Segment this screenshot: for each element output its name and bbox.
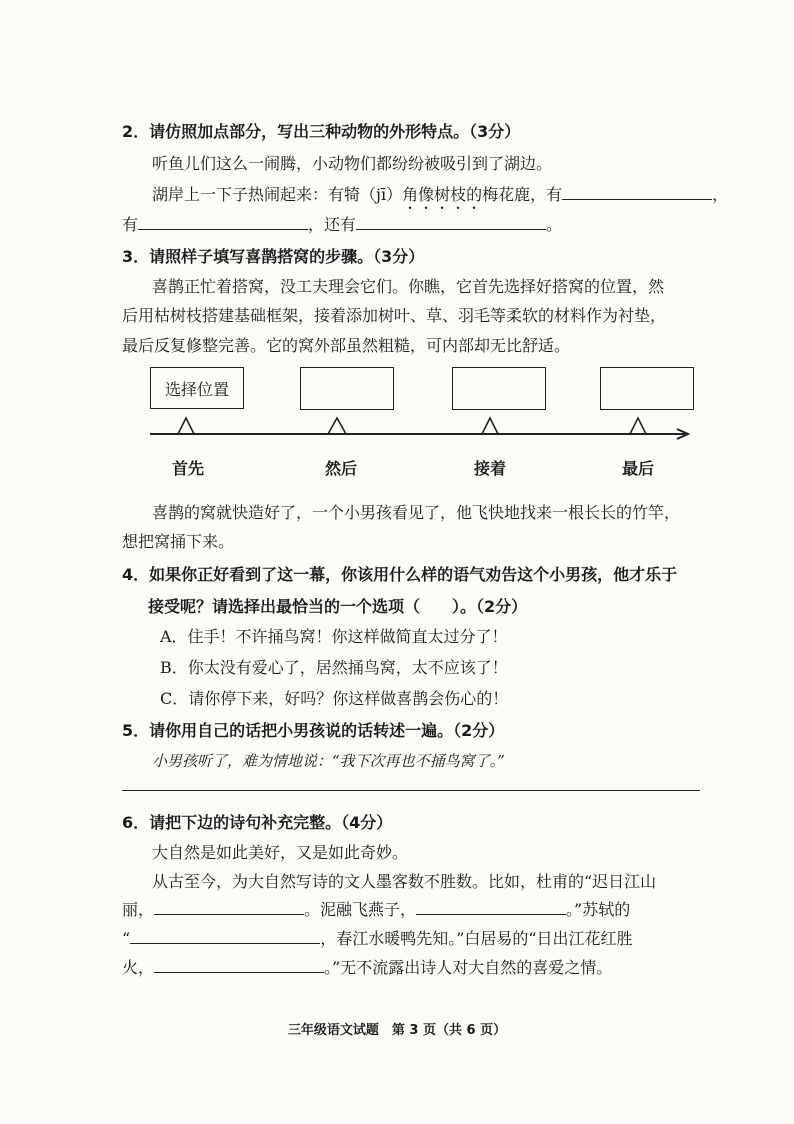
q2-line2 bbox=[152, 182, 728, 213]
q5-source-text: 小男孩听了，难为情地说：“我下次再也不捅鸟窝了。” bbox=[152, 752, 505, 770]
q6-blank-2[interactable] bbox=[416, 900, 566, 915]
q2-line2-pre: 湖岸上一下子热闹起来：有犄（jī） bbox=[152, 185, 403, 204]
page-footer: 三年级语文试题 第 3 页（共 6 页） bbox=[287, 1023, 507, 1038]
q6-line3-c: 。”苏轼的 bbox=[566, 900, 631, 919]
q5-title: 5．请你用自己的话把小男孩说的话转述一遍。（2分） bbox=[122, 721, 505, 740]
stage-label-2: 然后 bbox=[325, 459, 358, 478]
q6-blank-1[interactable] bbox=[154, 900, 304, 915]
q6-line4-a: “ bbox=[122, 929, 131, 948]
q3-after-line2: 想把窝捅下来。 bbox=[122, 532, 235, 551]
step-box-1 bbox=[150, 367, 244, 409]
q4-title-line1: 4．如果你正好看到了这一幕，你该用什么样的语气劝告这个小男孩，他才乐于 bbox=[122, 565, 678, 584]
q4-option-b[interactable]: B．你太没有爱心了，居然捅鸟窝，太不应该了！ bbox=[160, 658, 508, 677]
step-box-4[interactable] bbox=[600, 367, 694, 410]
stage-label-4: 最后 bbox=[622, 459, 655, 478]
q3-title: 3．请照样子填写喜鹊搭窝的步骤。（3分） bbox=[122, 247, 425, 266]
q6-line3-a: 丽， bbox=[122, 900, 155, 919]
q6-line1: 大自然是如此美好，又是如此奇妙。 bbox=[152, 843, 409, 862]
step-box-1-label: 选择位置 bbox=[164, 379, 229, 399]
q2-blank-2[interactable] bbox=[138, 215, 308, 230]
q4-title-line2: 接受呢？请选择出最恰当的一个选项（ ）。（2分） bbox=[148, 597, 528, 616]
q2-line2-end: ， bbox=[712, 185, 729, 204]
stage-label-1: 首先 bbox=[172, 459, 205, 478]
q2-title: 2．请仿照加点部分，写出三种动物的外形特点。（3分） bbox=[122, 122, 521, 141]
q3-para-line1: 喜鹊正忙着搭窝，没工夫理会它们。你瞧，它首先选择好搭窝的位置，然 bbox=[152, 277, 665, 296]
q2-line3-b: ，还有 bbox=[308, 215, 357, 234]
q3-after-line1: 喜鹊的窝就快造好了，一个小男孩看见了，他飞快地找来一根长长的竹竿， bbox=[152, 503, 681, 522]
q2-line3 bbox=[122, 212, 562, 235]
q6-line4 bbox=[122, 926, 633, 949]
q6-blank-4[interactable] bbox=[154, 958, 324, 973]
q6-line5 bbox=[122, 955, 612, 978]
q2-blank-1[interactable] bbox=[562, 185, 712, 200]
q2-line3-c: 。 bbox=[546, 215, 563, 234]
q6-line3 bbox=[122, 897, 630, 920]
q5-answer-line[interactable] bbox=[122, 790, 700, 791]
stage-label-3: 接着 bbox=[474, 459, 507, 478]
q6-blank-3[interactable] bbox=[130, 929, 320, 944]
q2-blank-3[interactable] bbox=[356, 215, 546, 230]
q2-line1: 听鱼儿们这么一闹腾，小动物们都纷纷被吸引到了湖边。 bbox=[152, 154, 553, 173]
q6-title: 6．请把下边的诗句补充完整。（4分） bbox=[122, 813, 393, 832]
q6-line5-b: 。”无不流露出诗人对大自然的喜爱之情。 bbox=[324, 958, 613, 977]
q6-line2: 从古至今，为大自然写诗的文人墨客数不胜数。比如，杜甫的“迟日江山 bbox=[152, 872, 657, 891]
q3-para-line2: 后用枯树枝搭建基础框架，接着添加树叶、草、羽毛等柔软的材料作为衬垫， bbox=[122, 306, 667, 325]
q2-dotted-text: 角像树枝的 bbox=[402, 185, 483, 204]
q2-line3-a: 有 bbox=[122, 215, 139, 234]
q3-para-line3: 最后反复修整完善。它的窝外部虽然粗糙，可内部却无比舒适。 bbox=[122, 336, 571, 355]
step-box-3[interactable] bbox=[452, 367, 546, 410]
timeline-arrow bbox=[140, 410, 700, 445]
q2-line2-post: 梅花鹿，有 bbox=[482, 185, 563, 204]
q4-option-c[interactable]: C．请你停下来，好吗？你这样做喜鹊会伤心的！ bbox=[160, 689, 509, 708]
q4-option-a[interactable]: A．住手！不许捅鸟窝！你这样做简直太过分了！ bbox=[160, 627, 508, 646]
q6-line3-b: 。泥融飞燕子， bbox=[304, 900, 417, 919]
q6-line4-b: ，春江水暖鸭先知。”白居易的“日出江花红胜 bbox=[320, 929, 633, 948]
q6-line5-a: 火， bbox=[122, 958, 155, 977]
step-box-2[interactable] bbox=[300, 367, 394, 410]
